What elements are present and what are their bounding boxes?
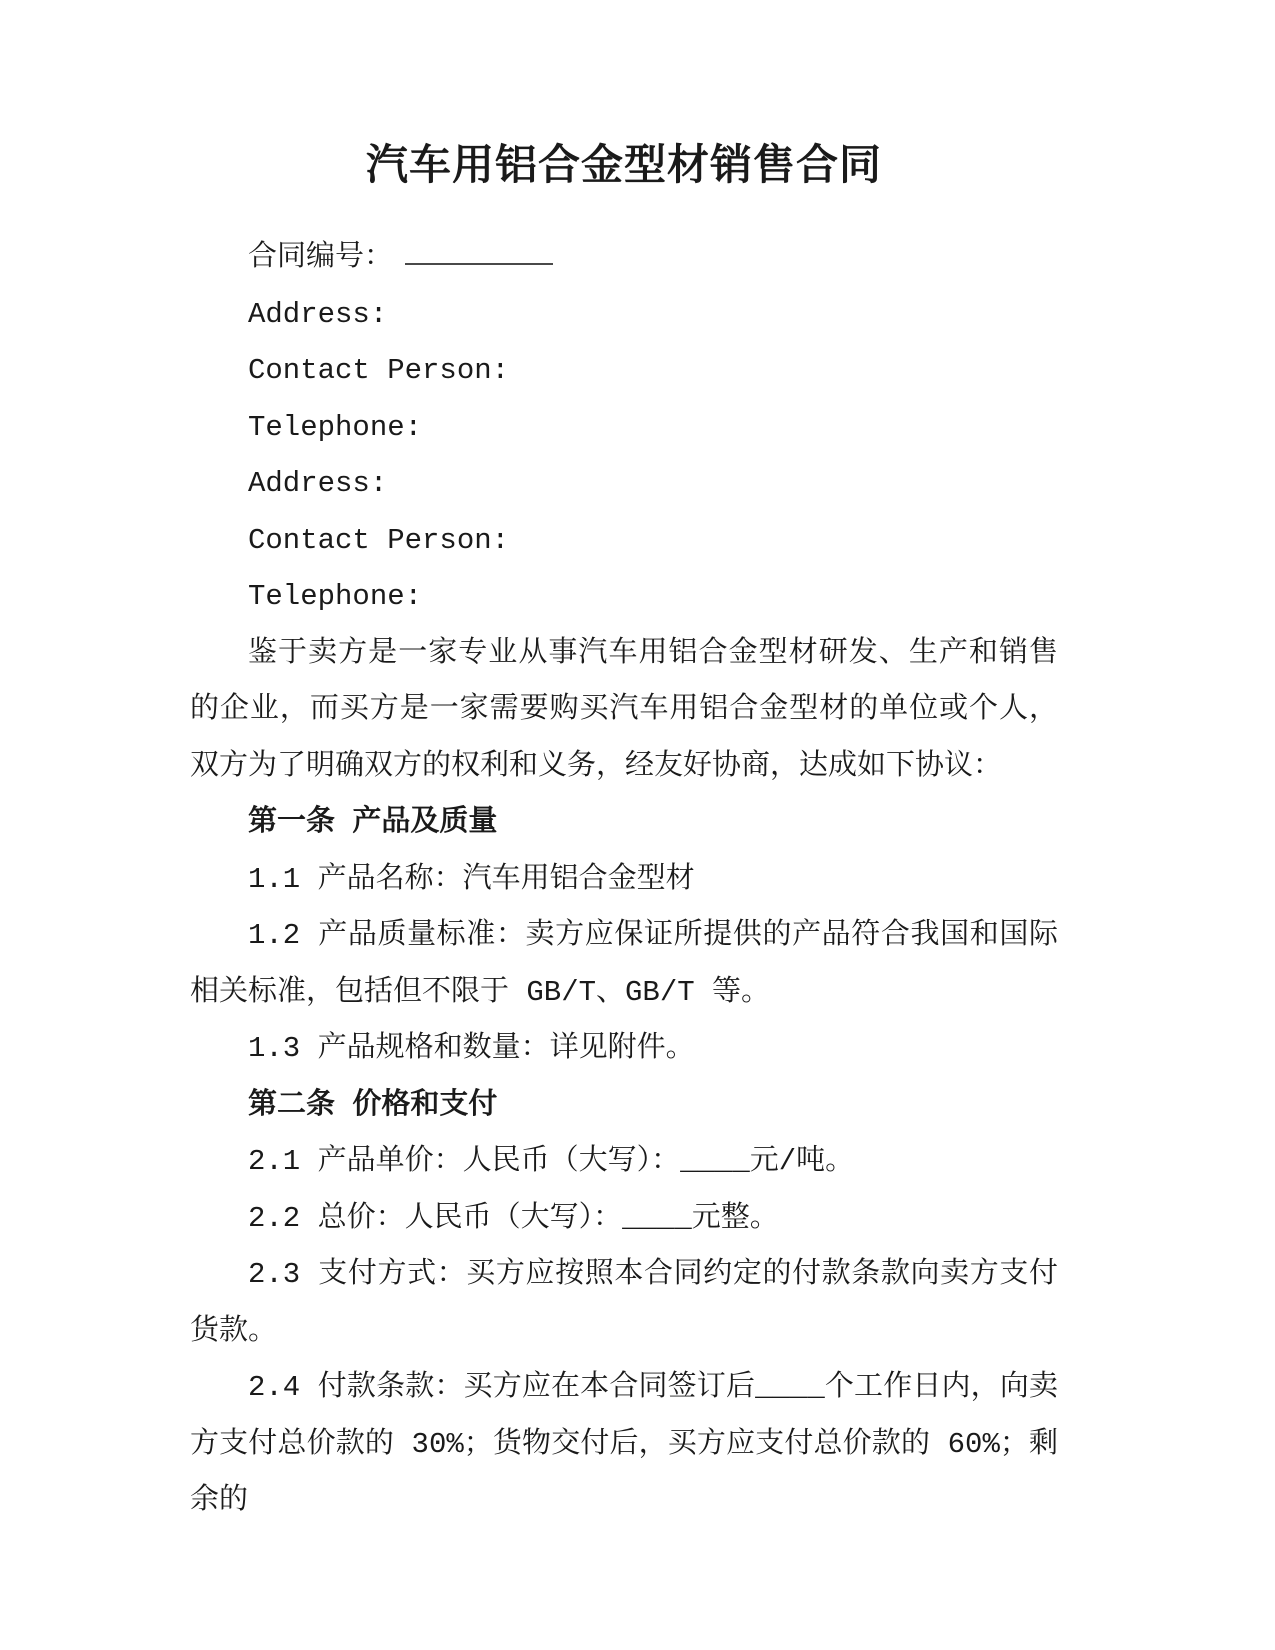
party-field-address-1: Address:: [248, 297, 388, 331]
contract-number-blank: [405, 233, 553, 265]
section-1-heading: 第一条 产品及质量: [248, 806, 498, 839]
clause-1-2: 1.2 产品质量标准：卖方应保证所提供的产品符合我国和国际相关标准，包括但不限于 GB/T、GB/T 等。: [190, 919, 1058, 1009]
clause-1-1: 1.1 产品名称：汽车用铝合金型材: [248, 862, 695, 896]
clause-1-3: 1.3 产品规格和数量：详见附件。: [248, 1032, 695, 1065]
section-2-heading: 第二条 价格和支付: [248, 1088, 498, 1122]
clause-2-2: 2.2 总价：人民币（大写）：____元整。: [248, 1201, 779, 1235]
party-field-telephone-1: Telephone:: [248, 410, 423, 444]
party-field-contact-person-2: Contact Person:: [248, 523, 510, 557]
contract-preamble: 鉴于卖方是一家专业从事汽车用铝合金型材研发、生产和销售的企业，而买方是一家需要购买汽车用铝合金型材的单位或个人，双方为了明确双方的权利和义务，经友好协商，达成如下协议：: [190, 636, 1058, 783]
contract-number-line: [190, 230, 1058, 287]
party-field-telephone-2: Telephone:: [248, 580, 423, 613]
clause-2-1: 2.1 产品单价：人民币（大写）：____元/吨。: [248, 1145, 855, 1178]
clause-2-4: 2.4 付款条款：买方应在本合同签订后____个工作日内，向卖方支付总价款的 30%；货物交付后，买方应支付总价款的 60%；剩余的: [190, 1371, 1058, 1517]
party-field-contact-person-1: Contact Person:: [248, 354, 510, 387]
party-field-address-2: Address:: [248, 467, 388, 500]
clause-2-3: 2.3 支付方式：买方应按照本合同约定的付款条款向卖方支付货款。: [190, 1258, 1058, 1348]
contract-title: 汽车用铝合金型材销售合同: [365, 144, 882, 192]
contract-number-label: 合同编号：: [248, 241, 394, 274]
contract-body: [190, 230, 1058, 1530]
